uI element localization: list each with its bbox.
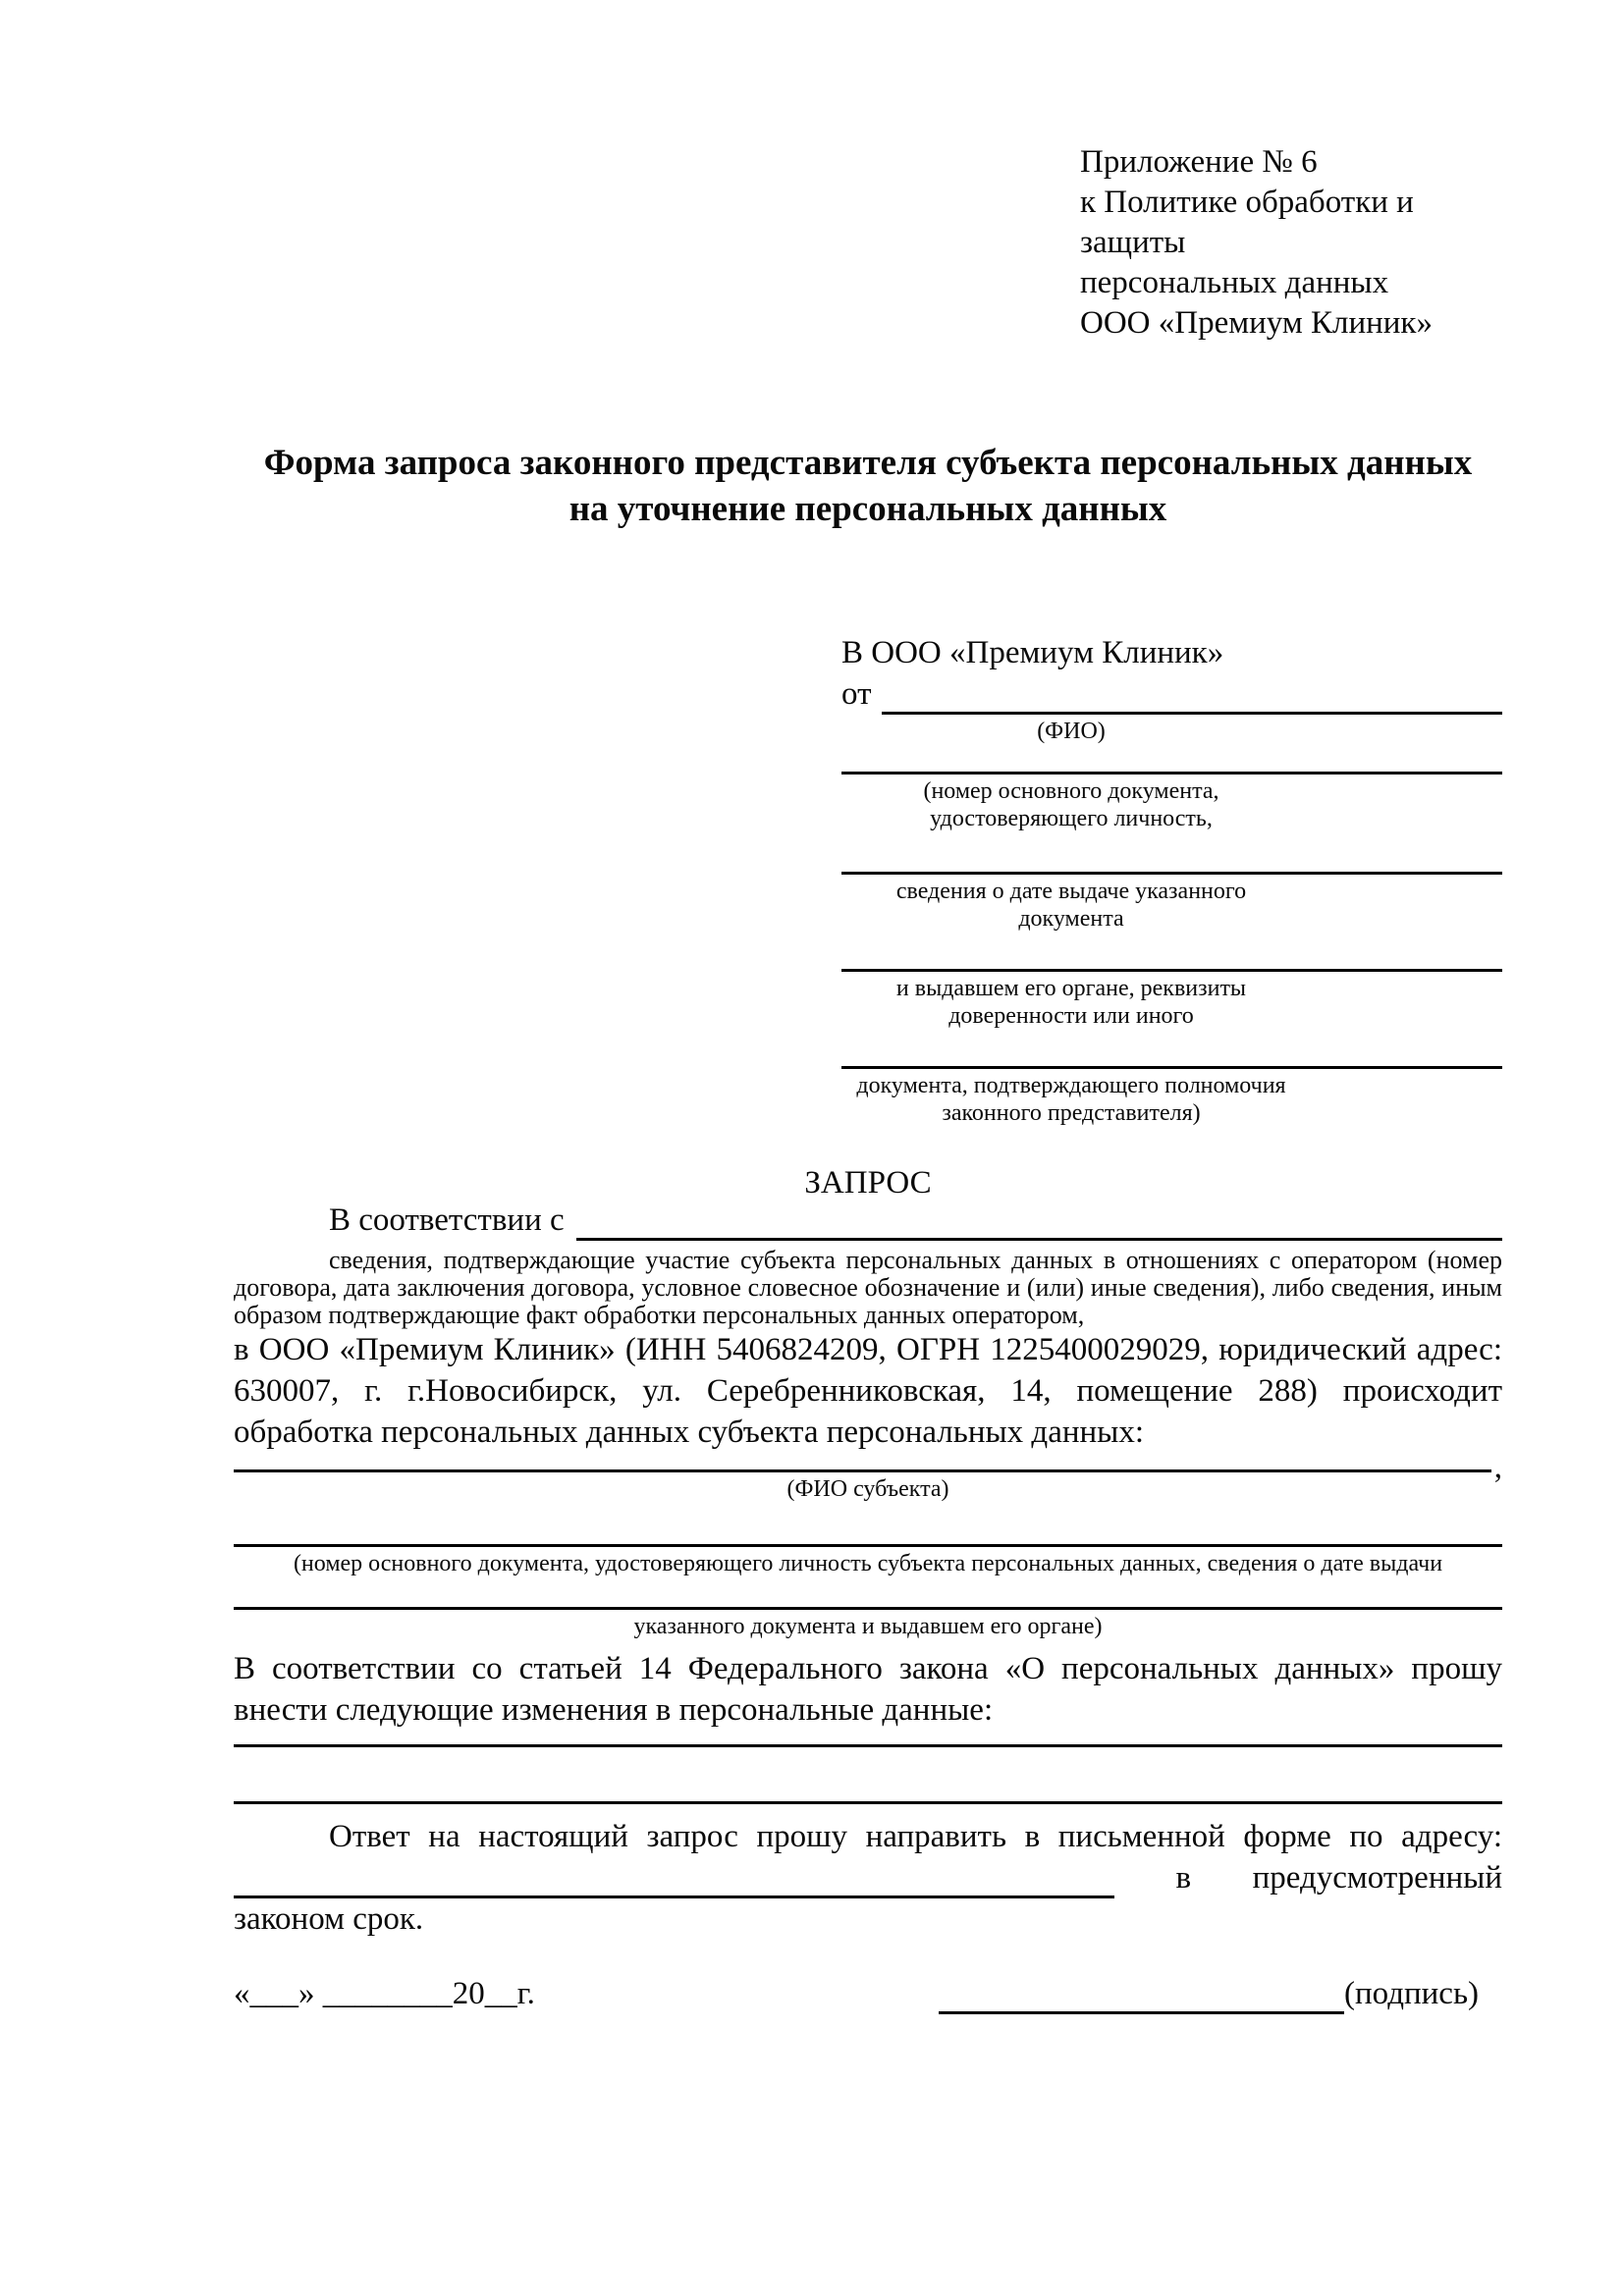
addressee-to: В ООО «Премиум Клиник» (841, 635, 1224, 670)
subject-doc-row (234, 1607, 1502, 1640)
id-doc-caption: (номер основного документа, удостоверяющего личность, (923, 778, 1219, 831)
id-doc-blank-line (841, 872, 1502, 875)
document-title-line2: на уточнение персональных данных (568, 489, 1167, 529)
signature-blank-line (939, 1981, 1344, 2014)
operator-paragraph: в ООО «Премиум Клиник» (ИНН 5406824209, ОГРН 1225400029029, юридический адрес: 630007, г. г.Новосибирск, ул. Серебренниковская, 14, помещение 288) происходит обработка персональных данных субъекта персональных данных: (234, 1332, 1502, 1450)
date-signature-row (234, 1971, 1502, 2014)
appendix-note-line: ООО «Премиум Клиник» (1080, 305, 1433, 341)
appendix-note-line: персональных данных (1080, 265, 1389, 300)
id-doc-blank-line (841, 1066, 1502, 1069)
changes-blank-line (234, 1744, 1502, 1747)
from-row (841, 673, 1502, 715)
id-doc-caption: сведения о дате выдаче указанного документа (895, 879, 1247, 932)
changes-blank-line (234, 1801, 1502, 1804)
law-paragraph: В соответствии со статьей 14 Федерального закона «О персональных данных» прошу внести следующие изменения в персональные данные: (234, 1651, 1502, 1728)
subject-doc-caption: указанного документа и выдавшем его органе) (633, 1614, 1103, 1639)
subject-fio-row (234, 1443, 1502, 1485)
changes-row (234, 1744, 1502, 1747)
subject-fio-blank-line (234, 1447, 1491, 1472)
document-title (234, 440, 1502, 532)
appendix-note (1080, 142, 1502, 344)
document-title-line1: Форма запроса законного представителя субъекта персональных данных (263, 443, 1473, 483)
appendix-note-line: Приложение № 6 (1080, 144, 1318, 180)
accordance-label: В соответствии с (329, 1202, 565, 1238)
signature-group (939, 1973, 1479, 2014)
subject-doc-row (234, 1544, 1502, 1577)
fio-caption: (ФИО) (1037, 719, 1106, 744)
accordance-row (234, 1201, 1502, 1241)
id-doc-row (841, 872, 1502, 933)
id-doc-blank-line (841, 772, 1502, 774)
id-doc-caption: и выдавшем его органе, реквизиты доверенности или иного (895, 976, 1247, 1029)
trailing-comma: , (1493, 1450, 1502, 1485)
subject-doc-blank-line (234, 1607, 1502, 1610)
id-doc-row (841, 969, 1502, 1030)
request-heading: ЗАПРОС (804, 1165, 932, 1201)
subject-fio-caption: (ФИО субъекта) (786, 1476, 949, 1502)
changes-row (234, 1801, 1502, 1804)
answer-tail-word: в (1175, 1860, 1192, 1896)
signature-caption: (подпись) (1344, 1976, 1479, 2011)
addressee-block (841, 632, 1502, 1127)
subject-doc-caption: (номер основного документа, удостоверяющего личность субъекта персональных данных, сведения о дате выдачи (293, 1551, 1443, 1576)
answer-address-row (234, 1857, 1502, 1898)
answer-end: законом срок. (234, 1901, 424, 1937)
id-doc-row (841, 772, 1502, 832)
id-doc-caption: документа, подтверждающего полномочия законного представителя) (856, 1073, 1286, 1126)
subject-doc-blank-line (234, 1544, 1502, 1547)
from-label: от (841, 676, 872, 712)
accordance-blank-line (576, 1207, 1502, 1241)
accordance-footnote: сведения, подтверждающие участие субъекта персональных данных в отношениях с оператором (номер договора, дата заключения договора, условное словесное обозначение и (или) иные сведения), либо сведения, иным образом подтверждающие факт обработки персональных данных оператором, (234, 1246, 1502, 1329)
id-doc-row (841, 1066, 1502, 1127)
answer-tail-word: предусмотренный (1252, 1860, 1502, 1896)
answer-sentence: Ответ на настоящий запрос прошу направить в письменной форме по адресу: (329, 1819, 1502, 1854)
address-blank-line (234, 1865, 1114, 1898)
id-doc-blank-line (841, 969, 1502, 972)
fio-blank-line (882, 681, 1503, 715)
appendix-note-line: к Политике обработки и защиты (1080, 185, 1414, 260)
page-content (234, 142, 1502, 2014)
date-field: «___» ________20__г. (234, 1976, 535, 2011)
